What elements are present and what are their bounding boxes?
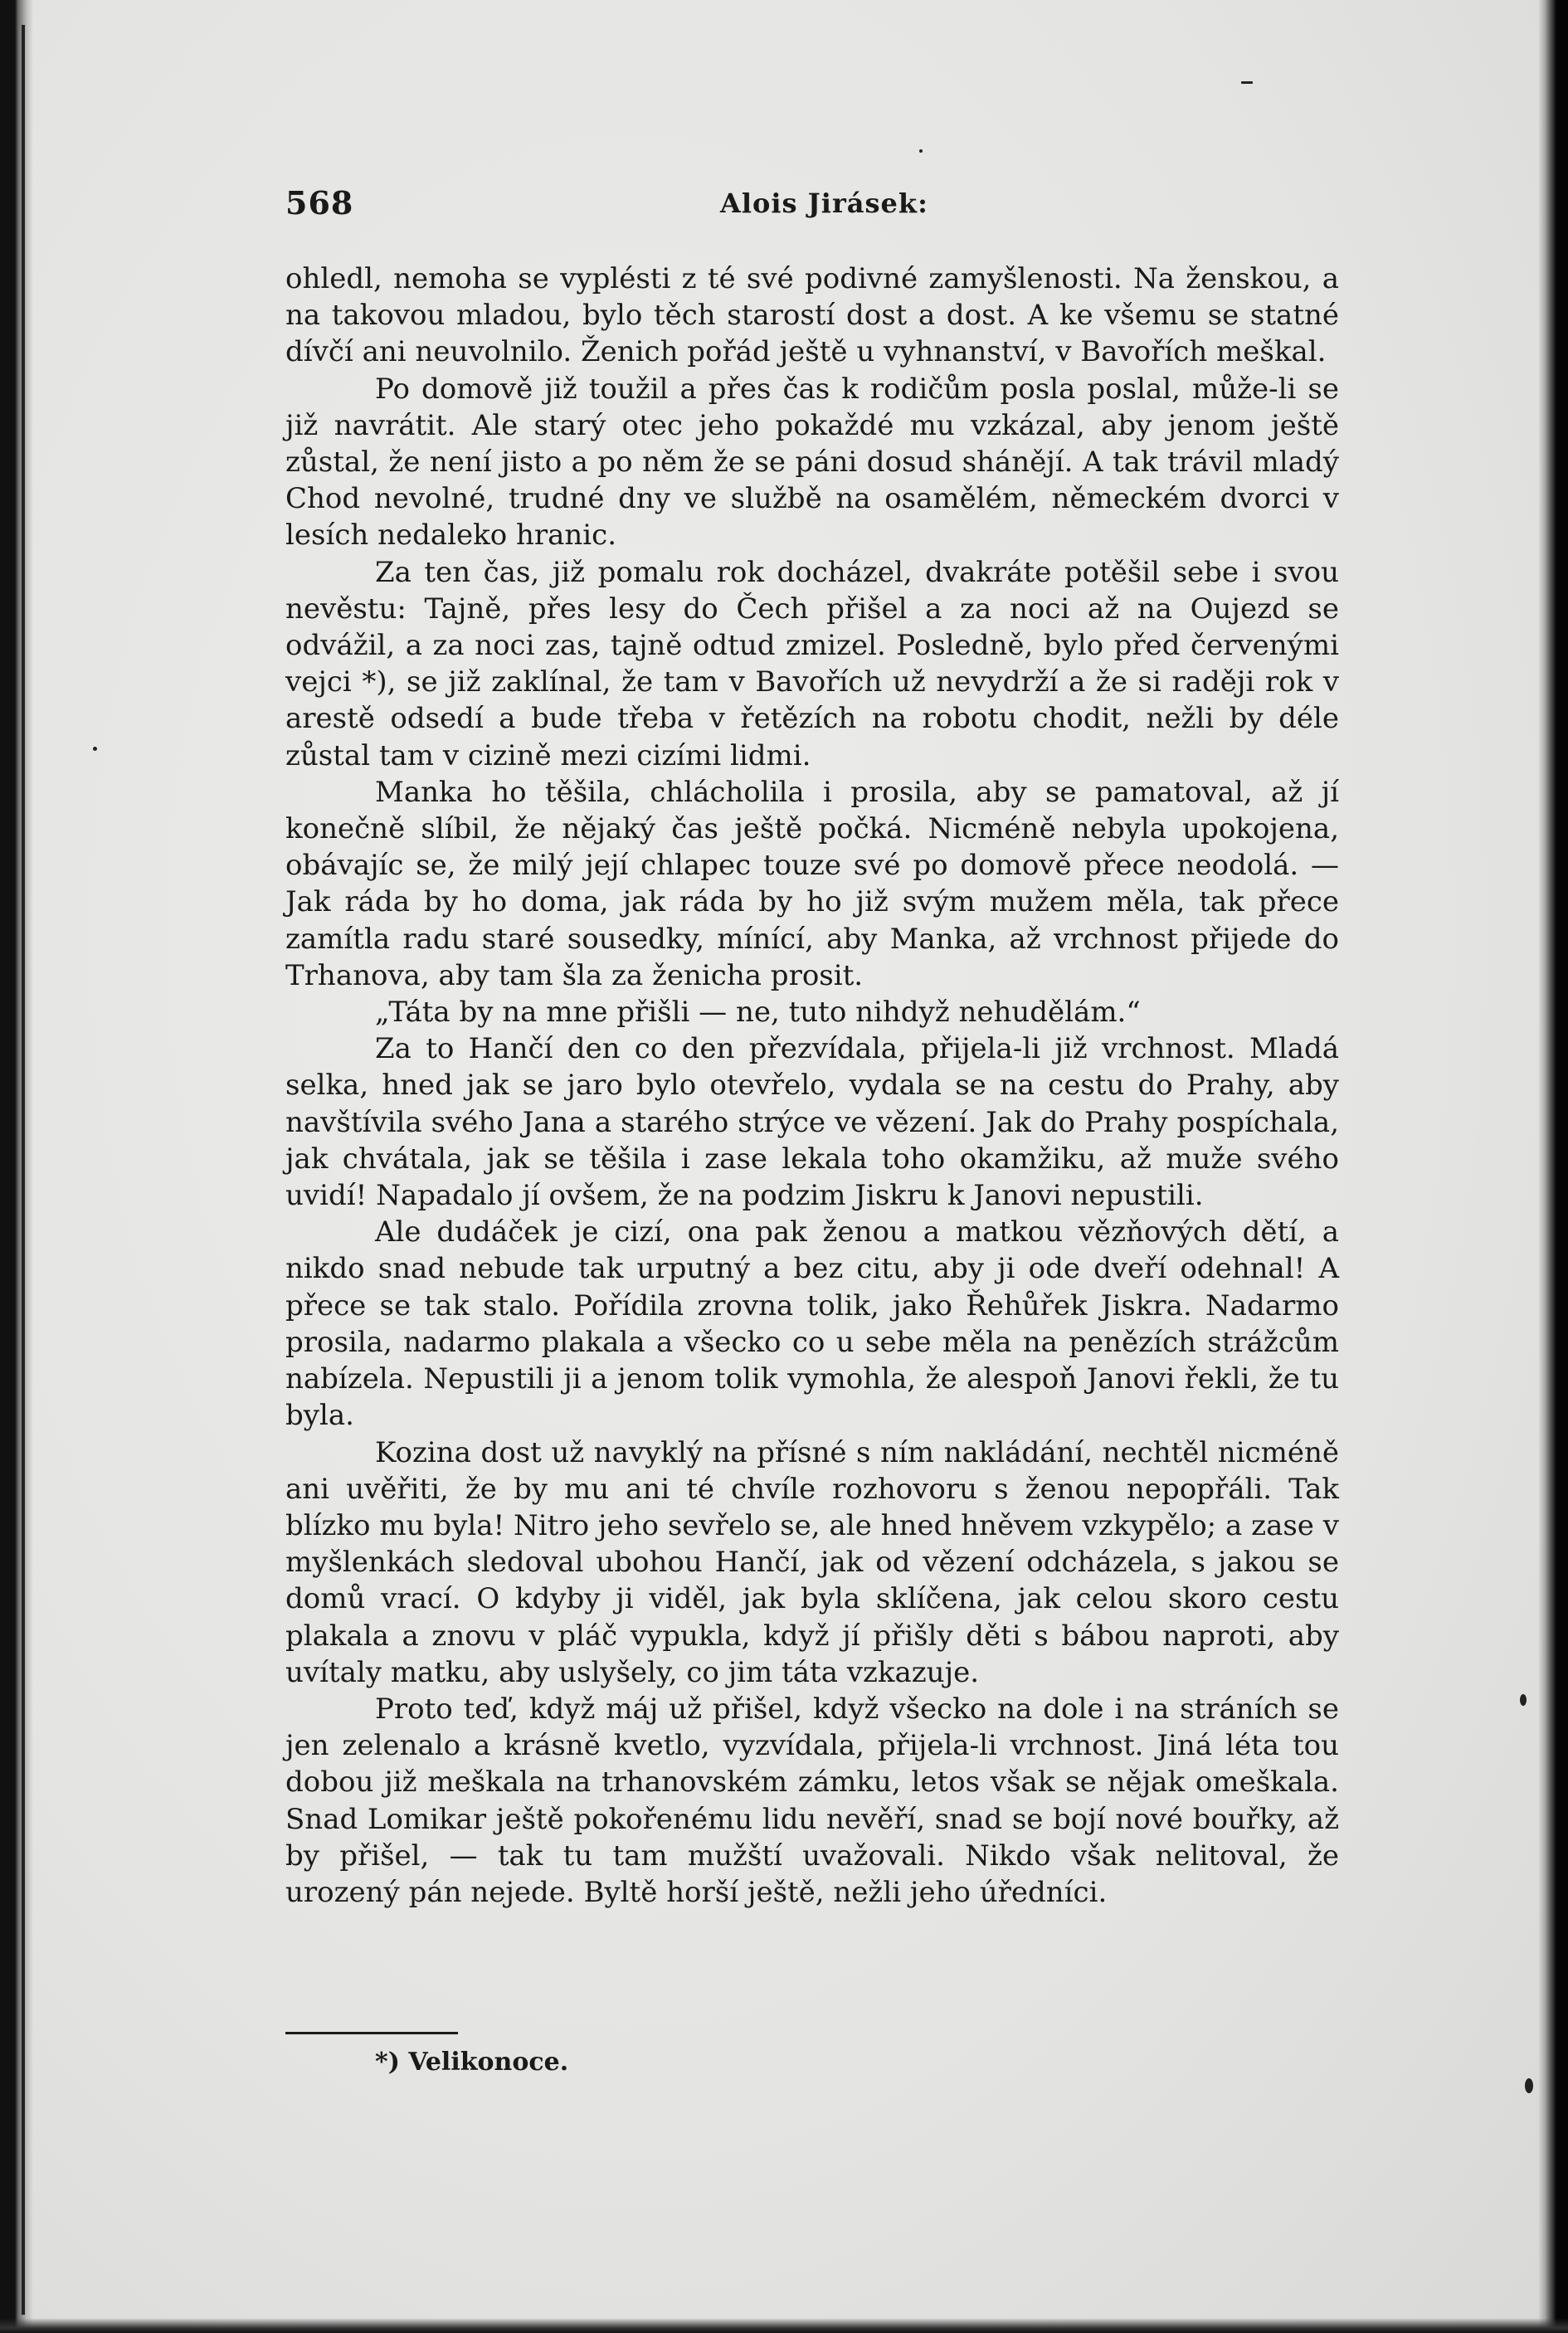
paragraph: Po domově již toužil a přes čas k rodičům posla poslal, může-li se již navrátit. Ale starý otec jeho pokaždé mu vzkázal, aby jenom ještě zůstal, že není jisto a po něm že se páni dosud shánějí. A tak trávil mladý Chod nevolné, trudné dny ve službě na osamělém, německém dvorci v lesích nedaleko hranic. [285, 372, 1339, 553]
page-number: 568 [285, 184, 354, 222]
scan-speck [1520, 1694, 1527, 1706]
paragraph: Ale dudáček je cizí, ona pak ženou a matkou vězňových dětí, a nikdo snad nebude tak urputný a bez citu, aby ji ode dveří odehnal! A přece se tak stalo. Pořídila zrovna tolik, jako Řehůřek Jiskra. Nadarmo prosila, nadarmo plakala a všecko co u sebe měla na penězích strážcům nabízela. Nepustili ji a jenom tolik vymohla, že alespoň Janovi řekli, že tu byla. [285, 1215, 1339, 1433]
page-header [285, 184, 1341, 226]
paragraph: Kozina dost už navyklý na přísné s ním nakládání, nechtěl nicméně ani uvěřiti, že by mu ani té chvíle rozhovoru s ženou nepopřáli. Tak blízko mu byla! Nitro jeho sevřelo se, ale hned hněvem vzkypělo; a zase v myšlenkách sledoval ubohou Hančí, jak od vězení odcházela, s jakou se domů vrací. O kdyby ji viděl, jak byla sklíčena, jak celou skoro cestu plakala a znovu v pláč vypukla, když jí přišly děti s bábou naproti, aby uvítaly matku, aby uslyšely, co jim táta vzkazuje. [285, 1435, 1339, 1689]
scan-speck [919, 149, 923, 153]
paragraph: Za to Hančí den co den přezvídala, přijela-li již vrchnost. Mladá selka, hned jak se jaro bylo otevřelo, vydala se na cestu do Prahy, aby navštívila svého Jana a starého strýce ve vězení. Jak do Prahy pospíchala, jak chvátala, jak se těšila i zase lekala toho okamžiku, až muže svého uvidí! Napadalo jí ovšem, že na podzim Jiskru k Janovi nepustili. [285, 1032, 1339, 1213]
scan-left-edge [0, 0, 33, 2333]
binding-line [22, 25, 25, 2315]
footnote-rule [285, 2032, 458, 2034]
scan-speck [1241, 81, 1253, 84]
scan-bottom-edge [0, 2318, 1568, 2333]
paragraph: Proto teď, když máj už přišel, když všecko na dole i na stráních se jen zelenalo a krásně kvetlo, vyzvídala, přijela-li vrchnost. Jiná léta tou dobou již meškala na trhanovském zámku, letos však se nějak omeškala. Snad Lomikar ještě pokořenému lidu nevěří, snad se bojí nové bouřky, až by přišel, — tak tu tam mužští uvažovali. Nikdo však nelitoval, že urozený pán nejede. Byltě horší ještě, nežli jeho úředníci. [285, 1692, 1339, 1909]
body-text [285, 261, 1339, 1911]
paragraph: ohledl, nemoha se vyplésti z té své podivné zamyšlenosti. Na ženskou, a na takovou mladou, bylo těch starostí dost a dost. A ke všemu se statné dívčí ani neuvolnilo. Ženich pořád ještě u vyhnanství, v Bavořích meškal. [285, 262, 1339, 369]
running-head: Alois Jirásek: [720, 188, 928, 219]
paragraph: „Táta by na mne přišli — ne, tuto nihdyž nehudělám.“ [375, 996, 1141, 1030]
scan-right-edge [1538, 0, 1568, 2333]
paragraph: Manka ho těšila, chlácholila i prosila, aby se pamatoval, až jí konečně slíbil, že nějaký čas ještě počká. Nicméně nebyla upokojena, obávajíc se, že milý její chlapec touze své po domově přece neodolá. — Jak ráda by ho doma, jak ráda by ho již svým mužem měla, tak přece zamítla radu staré sousedky, mínící, aby Manka, až vrchnost přijede do Trhanova, aby tam šla za ženicha prosit. [285, 775, 1339, 992]
footnote: *) Velikonoce. [375, 2048, 569, 2077]
scan-speck [93, 747, 97, 751]
paragraph: Za ten čas, již pomalu rok docházel, dvakráte potěšil sebe i svou nevěstu: Tajně, přes lesy do Čech přišel a za noci až na Oujezd se odvážil, a za noci zas, tajně odtud zmizel. Posledně, bylo před červenými vejci *), se již zaklínal, že tam v Bavořích už nevydrží a že si raději rok v arestě odsedí a bude třeba v řetězích na robotu chodit, nežli by déle zůstal tam v cizině mezi cizími lidmi. [285, 555, 1339, 772]
scan-speck [1525, 2078, 1533, 2093]
